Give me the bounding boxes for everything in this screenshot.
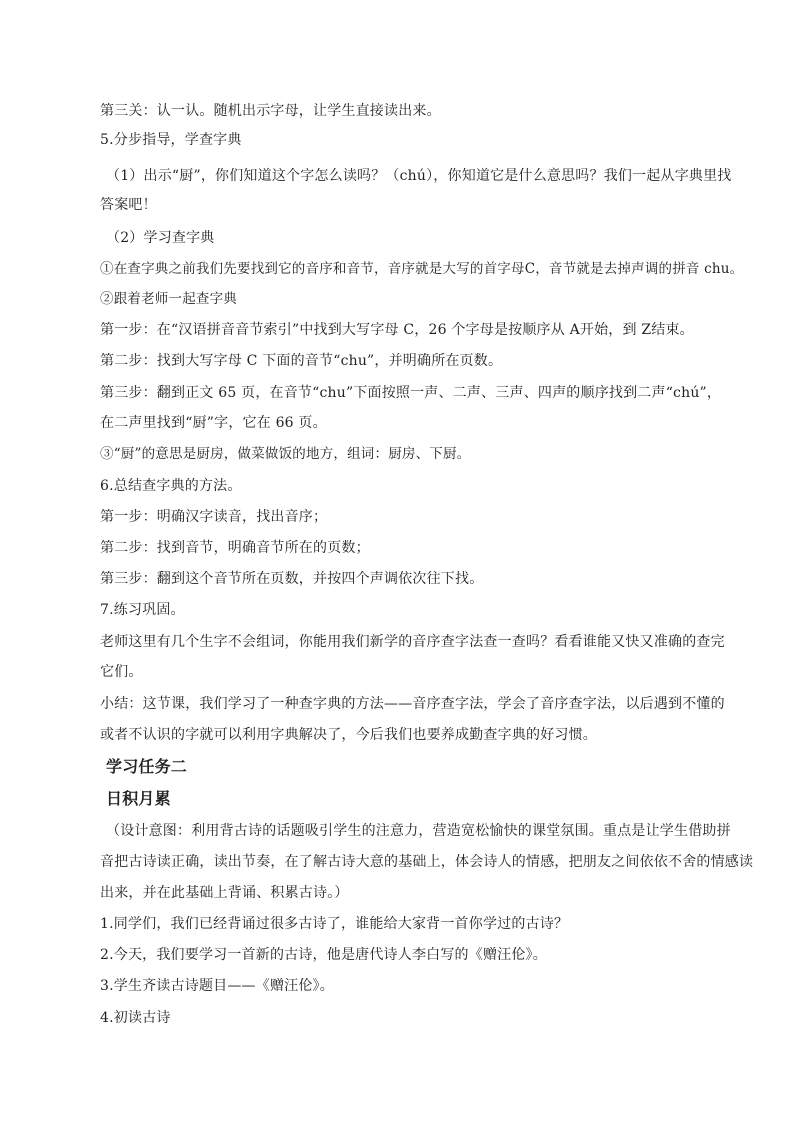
text-line: 7.练习巩固。: [100, 602, 185, 618]
text-line: 答案吧！: [100, 197, 157, 213]
text-line: ②跟着老师一起查字典: [100, 291, 237, 307]
text-line: 第三关：认一认。随机出示字母，让学生直接读出来。: [100, 103, 441, 119]
text-line: 5.分步指导，学查字典: [100, 132, 242, 148]
text-line: 第二步：找到大写字母 C 下面的音节“chu”，并明确所在页数。: [100, 353, 503, 369]
text-line: ③“厨”的意思是厨房，做菜做饭的地方，组词：厨房、下厨。: [100, 446, 471, 462]
text-line: 1.同学们，我们已经背诵过很多古诗了，谁能给大家背一首你学过的古诗？: [100, 916, 569, 932]
text-line: 它们。: [100, 664, 143, 680]
text-line: 4.初读古诗: [100, 1010, 171, 1026]
text-line: 3.学生齐读古诗题目——《赠汪伦》。: [100, 978, 334, 994]
text-line: 音把古诗读正确，读出节奏，在了解古诗大意的基础上，体会诗人的情感，把朋友之间依依不舍的情感读: [100, 854, 754, 870]
text-line: 出来，并在此基础上背诵、积累古诗。）: [100, 885, 349, 901]
text-line: 第三步：翻到正文 65 页，在音节“chu”下面按照一声、二声、三声、四声的顺序找到二声“chú”，: [100, 385, 722, 401]
text-line: （设计意图：利用背古诗的话题吸引学生的注意力，营造宽松愉快的课堂氛围。重点是让学生借助拼: [106, 823, 731, 839]
text-line: （2）学习查字典: [106, 230, 215, 246]
text-line: 6.总结查字典的方法。: [100, 478, 242, 494]
text-line: （1）出示“厨”，你们知道这个字怎么读吗？（chú），你知道它是什么意思吗？我们一起从字典里找: [106, 168, 732, 184]
section-subheading: 日积月累: [106, 789, 171, 808]
text-line: ①在查字典之前我们先要找到它的音序和音节，音序就是大写的首字母C，音节就是去掉声调的拼音 chu。: [100, 261, 744, 277]
text-line: 老师这里有几个生字不会组词，你能用我们新学的音序查字法查一查吗？看看谁能又快又准确的查完: [100, 634, 725, 650]
text-line: 第一步：明确汉字读音，找出音序；: [100, 509, 328, 525]
section-heading: 学习任务二: [106, 757, 188, 776]
text-line: 2.今天，我们要学习一首新的古诗，他是唐代诗人李白写的《赠汪伦》。: [100, 947, 547, 963]
text-line: 第一步：在“汉语拼音音节索引”中找到大写字母 C，26 个字母是按顺序从 A开始，到 Z结束。: [100, 322, 694, 338]
text-line: 第三步：翻到这个音节所在页数，并按四个声调依次往下找。: [100, 571, 484, 587]
text-line: 小结：这节课，我们学习了一种查字典的方法——音序查字法，学会了音序查字法，以后遇到不懂的: [100, 696, 725, 712]
text-line: 或者不认识的字就可以利用字典解决了，今后我们也要养成勤查字典的好习惯。: [100, 727, 597, 743]
text-line: 在二声里找到“厨”字，它在 66 页。: [100, 415, 327, 431]
text-line: 第二步：找到音节，明确音节所在的页数；: [100, 540, 370, 556]
